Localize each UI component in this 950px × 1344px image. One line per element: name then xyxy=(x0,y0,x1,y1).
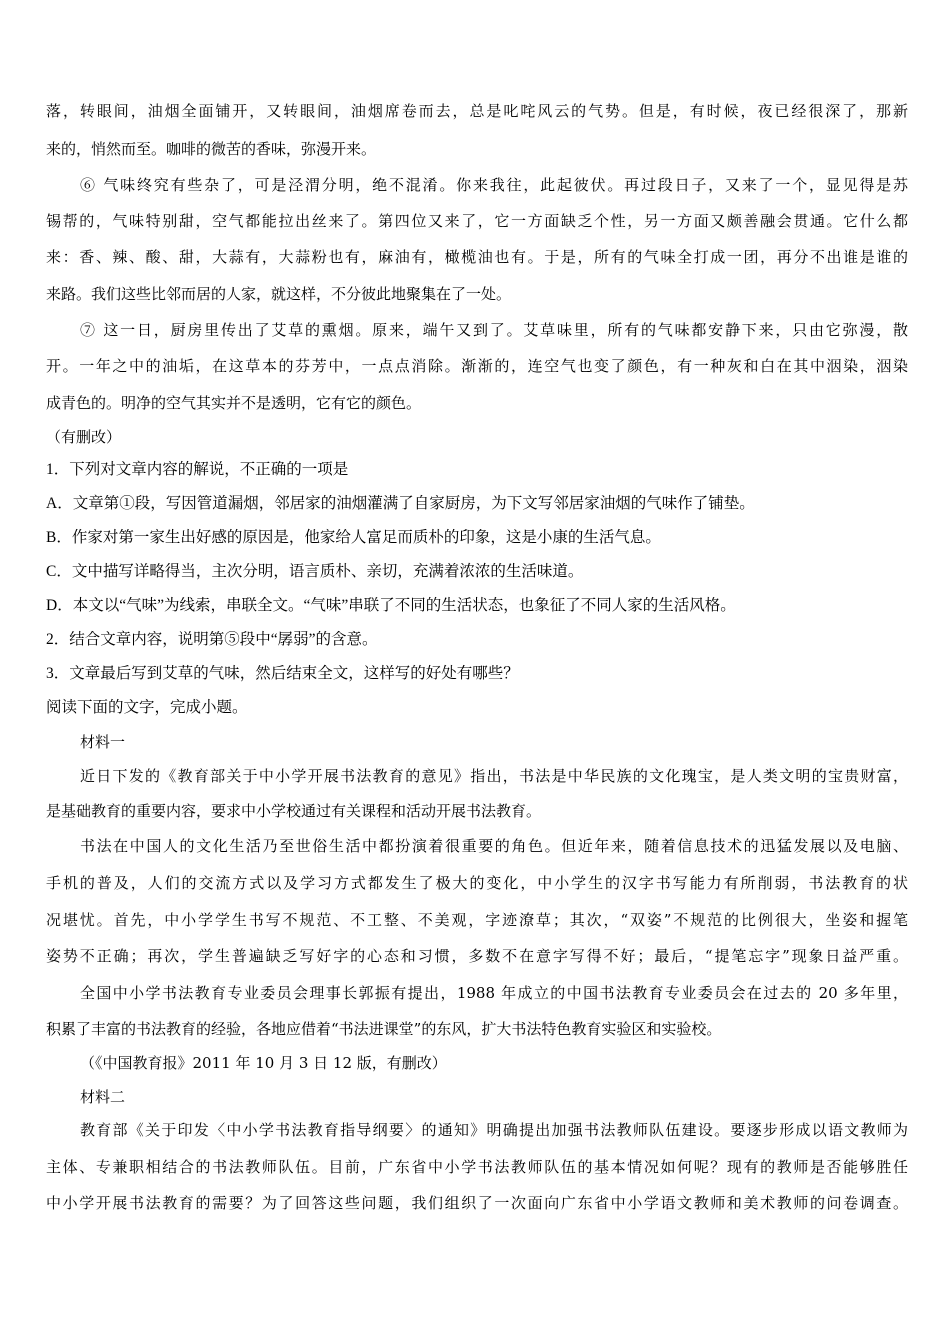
question-1: 1．下列对文章内容的解说，不正确的一项是 xyxy=(46,461,349,478)
option-d: D．本文以“气味”为线索，串联全文。“气味”串联了不同的生活状态，也象征了不同人家的生活风格。 xyxy=(46,597,736,614)
material-line: 手机的普及，人们的交流方式以及学习方式都发生了极大的变化，中小学生的汉字书写能力有所削弱，书法教育的状 xyxy=(46,874,908,892)
passage-line: ⑥ 气味终究有些杂了，可是泾渭分明，绝不混淆。你来我往，此起彼伏。再过段日子，又来了一个，显见得是苏 xyxy=(80,176,908,194)
material-line: 主体、专兼职相结合的书法教师队伍。目前，广东省中小学书法教师队伍的基本情况如何呢？现有的教师是否能够胜任 xyxy=(46,1158,908,1176)
material-line: 姿势不正确；再次，学生普遍缺乏写好字的心态和习惯，多数不在意字写得不好；最后，“提笔忘字”现象日益严重。 xyxy=(46,947,908,965)
passage-line: 锡帮的，气味特别甜，空气都能拉出丝来了。第四位又来了，它一方面缺乏个性，另一方面又颇善融会贯通。它什么都 xyxy=(46,212,908,230)
material-line: 教育部《关于印发〈中小学书法教育指导纲要〉的通知》明确提出加强书法教师队伍建设。要逐步形成以语文教师为 xyxy=(80,1121,908,1139)
material-2-title: 材料二 xyxy=(80,1088,126,1106)
passage-line: 成青色的。明净的空气其实并不是透明，它有它的颜色。 xyxy=(46,394,422,412)
material-line: 全国中小学书法教育专业委员会理事长郭振有提出，1988 年成立的中国书法教育专业委员会在过去的 20 多年里， xyxy=(80,984,908,1002)
material-line: 书法在中国人的文化生活乃至世俗生活中都扮演着很重要的角色。但近年来，随着信息技术的迅猛发展以及电脑、 xyxy=(80,837,908,855)
passage-line: 来路。我们这些比邻而居的人家，就这样，不分彼此地聚集在了一处。 xyxy=(46,285,512,303)
passage-line: 开。一年之中的油垢，在这草本的芬芳中，一点点消除。渐渐的，连空气也变了颜色，有一种灰和白在其中洇染，洇染 xyxy=(46,357,908,375)
reading-instruction: 阅读下面的文字，完成小题。 xyxy=(46,699,248,716)
passage-line: 来的，悄然而至。咖啡的微苦的香味，弥漫开来。 xyxy=(46,140,377,158)
passage-line: ⑦ 这一日，厨房里传出了艾草的熏烟。原来，端午又到了。艾草味里，所有的气味都安静下来，只由它弥漫，散 xyxy=(80,321,908,339)
material-line: 近日下发的《教育部关于中小学开展书法教育的意见》指出，书法是中华民族的文化瑰宝，是人类文明的宝贵财富， xyxy=(80,767,908,785)
passage-line: 落，转眼间，油烟全面铺开，又转眼间，油烟席卷而去，总是叱咤风云的气势。但是，有时候，夜已经很深了，那新 xyxy=(46,102,908,120)
material-line: 积累了丰富的书法教育的经验，各地应借着“书法进课堂”的东风，扩大书法特色教育实验区和实验校。 xyxy=(46,1020,722,1038)
material-1-source: （《中国教育报》2011 年 10 月 3 日 12 版，有删改） xyxy=(80,1054,447,1072)
passage-line: 来：香、辣、酸、甜，大蒜有，大蒜粉也有，麻油有，橄榄油也有。于是，所有的气味全打成一团，再分不出谁是谁的 xyxy=(46,248,908,266)
edit-note: （有删改） xyxy=(46,428,122,446)
option-b: B．作家对第一家生出好感的原因是，他家给人富足而质朴的印象，这是小康的生活气息。 xyxy=(46,529,661,546)
material-line: 况堪忧。首先，中小学学生书写不规范、不工整、不美观，字迹潦草；其次，“双姿”不规范的比例很大，坐姿和握笔 xyxy=(46,911,908,929)
material-line: 是基础教育的重要内容，要求中小学校通过有关课程和活动开展书法教育。 xyxy=(46,802,542,820)
material-1-title: 材料一 xyxy=(80,733,126,751)
question-2: 2．结合文章内容，说明第⑤段中“孱弱”的含意。 xyxy=(46,631,378,648)
material-line: 中小学开展书法教育的需要？为了回答这些问题，我们组织了一次面向广东省中小学语文教师和美术教师的问卷调查。 xyxy=(46,1194,908,1212)
option-a: A．文章第①段，写因管道漏烟，邻居家的油烟灌满了自家厨房，为下文写邻居家油烟的气味作了铺垫。 xyxy=(46,495,755,512)
option-c: C．文中描写详略得当，主次分明，语言质朴、亲切，充满着浓浓的生活味道。 xyxy=(46,563,584,580)
question-3: 3．文章最后写到艾草的气味，然后结束全文，这样写的好处有哪些？ xyxy=(46,665,519,682)
